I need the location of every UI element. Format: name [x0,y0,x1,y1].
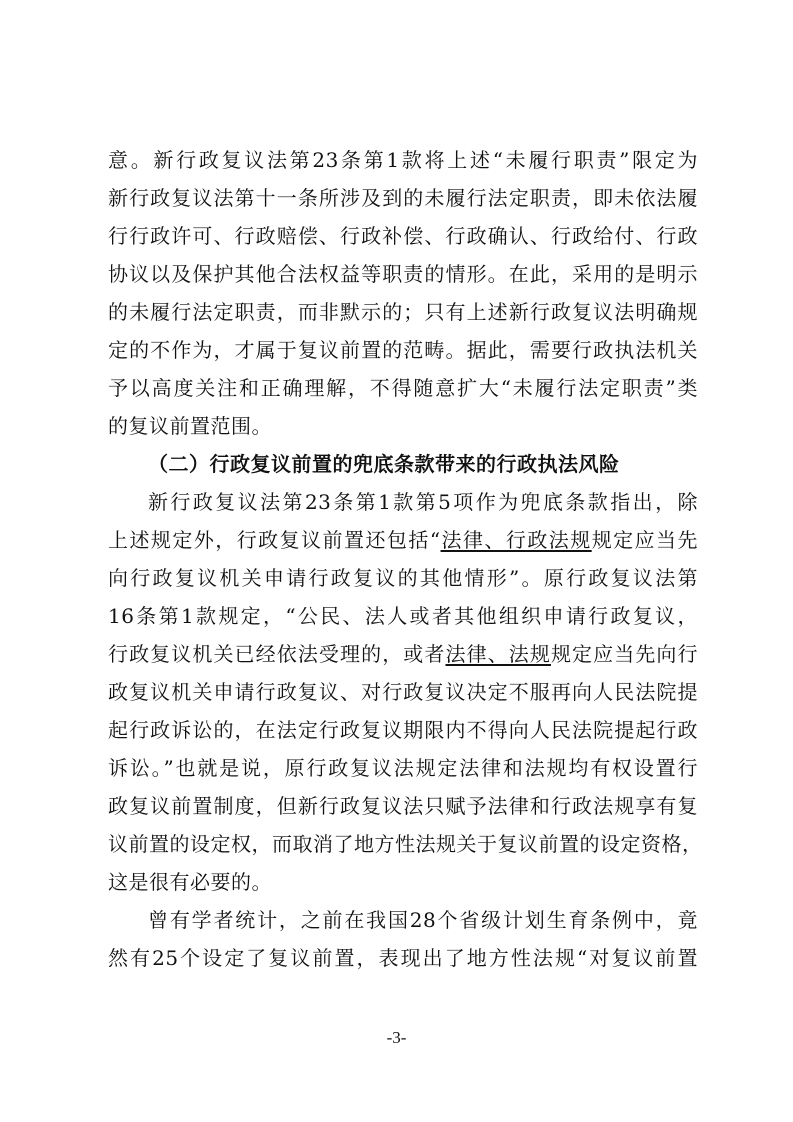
paragraph-line: 政复议机关申请行政复议、对行政复议决定不服再向人民法院提 [108,680,698,704]
text-segment: 规定应当先 [591,528,699,552]
text-segment: 规定应当先向行 [550,642,699,666]
paragraph-line: 16条第1款规定，“公民、法人或者其他组织申请行政复议， [108,604,698,628]
paragraph-line [108,521,698,559]
paragraph-line: 议前置的设定权，而取消了地方性法规关于复议前置的设定资格， [108,832,703,856]
paragraph-line: 新行政复议法第十一条所涉及到的未履行法定职责，即未依法履 [108,186,698,210]
paragraph-line: 向行政复议机关申请行政复议的其他情形”。原行政复议法第 [108,566,698,590]
paragraph-line [108,635,698,673]
paragraph-line: 曾有学者统计，之前在我国28个省级计划生育条例中，竟 [148,908,698,932]
paragraph-line: 然有25个设定了复议前置，表现出了地方性法规“对复议前置 [108,946,698,970]
paragraph-line: 予以高度关注和正确理解，不得随意扩大“未履行法定职责”类 [108,376,698,400]
text-segment: 上述规定外，行政复议前置还包括“ [108,528,441,552]
paragraph-line: 政复议前置制度，但新行政复议法只赋予法律和行政法规享有复 [108,794,698,818]
paragraph-line: 协议以及保护其他合法权益等职责的情形。在此，采用的是明示 [108,262,698,286]
paragraph-line: 的复议前置范围。 [108,414,272,438]
page-number: -3- [386,1028,407,1047]
section-heading: （二）行政复议前置的兜底条款带来的行政执法风险 [148,452,620,476]
paragraph-line: 这是很有必要的。 [108,870,272,894]
underlined-term: 法律、行政法规 [440,528,592,552]
paragraph-line: 的未履行法定职责，而非默示的；只有上述新行政复议法明确规 [108,300,698,324]
paragraph-line: 意。新行政复议法第23条第1款将上述“未履行职责”限定为 [108,148,698,172]
underlined-term: 法律、法规 [445,642,551,666]
text-segment: 行政复议机关已经依法受理的，或者 [108,642,446,666]
paragraph-line: 行行政许可、行政赔偿、行政补偿、行政确认、行政给付、行政 [108,224,698,248]
paragraph-line: 起行政诉讼的，在法定行政复议期限内不得向人民法院提起行政 [108,718,698,742]
paragraph-line: 定的不作为，才属于复议前置的范畴。据此，需要行政执法机关 [108,338,698,362]
paragraph-line: 诉讼。”也就是说，原行政复议法规定法律和法规均有权设置行 [108,756,698,780]
paragraph-line: 新行政复议法第23条第1款第5项作为兜底条款指出，除 [148,490,698,514]
